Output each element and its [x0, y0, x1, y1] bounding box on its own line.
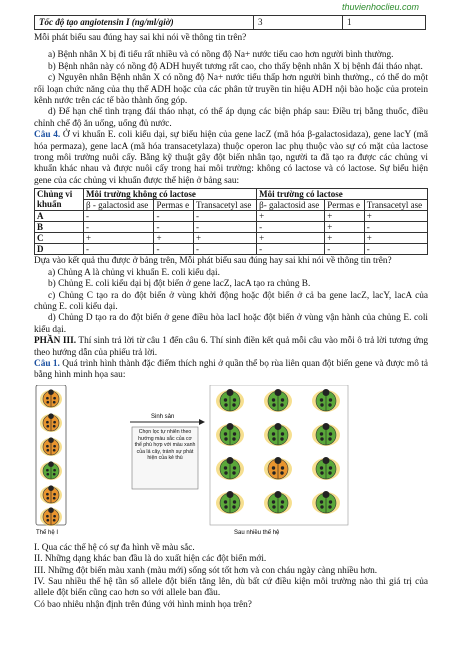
angiotensin-label-cell: Tốc độ tạo angiotensin I (ng/ml/giờ) [35, 16, 254, 30]
strain-name: C [35, 233, 84, 244]
statement-4: IV. Sau nhiều thế hệ tần số allele đột biến tăng lên, dù bất cứ điều kiện môi trường nào thì giá trị của allele đột biến cũng cao hơn so với allele ban đầu. [34, 576, 428, 599]
statement-3: III. Những đột biến màu xanh (màu mới) sống sót tốt hơn và con cháu ngày càng nhiều hơn. [34, 565, 378, 576]
table-col-header: β - galactosid ase [84, 200, 154, 211]
table-cell: - [193, 244, 256, 255]
table-cell: - [84, 211, 154, 222]
table-cell: + [257, 233, 325, 244]
q4-statement-b: b) Chủng E. coli kiểu dại bị đột biến ở gene lacZ, lacA tạo ra chủng B. [48, 279, 311, 290]
angiotensin-row-table [34, 15, 426, 30]
q3-statement-c: c) Nguyên nhân Bệnh nhân X có nồng độ Na+ nước tiểu thấp hơn người bình thường., có thể do một rối loạn chức năng của thụ thể ADH hoặc của các phân tử truyền tin hiệu ADH nội bào hoặc của protein kênh nước trên các tế bào thành ống góp. [34, 73, 428, 107]
many-generations-caption: Sau nhiều thế hệ [234, 529, 280, 536]
table-cell: - [154, 222, 194, 233]
table-cell: + [364, 211, 427, 222]
q4-prompt [34, 130, 428, 187]
table-cell: - [257, 222, 325, 233]
table-cell: - [325, 244, 365, 255]
table-cell: + [325, 211, 365, 222]
q4-statement-d: d) Chủng D tạo ra do đột biến ở gene điều hòa lacI hoặc đột biến ở vùng vận hành của chủng E. coli kiểu dại. [34, 313, 428, 335]
q4-statement-c: c) Chủng C tạo ra do đột biến ở vùng khởi động hoặc đột biến ở cả ba gene lacZ, lacY, lacA của chủng E. coli kiểu dại. [34, 290, 428, 312]
table-cell: + [364, 233, 427, 244]
table-cell: + [325, 233, 365, 244]
q3-statement-a: a) Bệnh nhân X bị đi tiểu rất nhiều và có nồng độ Na+ nước tiểu cao hơn người bình thường. [48, 50, 394, 61]
table-cell: + [193, 233, 256, 244]
table-cell: + [154, 233, 194, 244]
table-row [35, 244, 428, 255]
c1-prompt [34, 359, 428, 382]
table-header-no-lactose: Môi trường không có lactose [84, 189, 257, 200]
q3-statement-b: b) Bệnh nhân này có nồng độ ADH huyết tương rất cao, cho thấy bệnh nhân X bị bệnh đái tháo nhạt. [48, 61, 423, 72]
q4-ask: Dựa vào kết quả thu được ở bảng trên, Mỗi phát biểu sau đúng hay sai khi nói về thông tin trên? [34, 256, 392, 267]
table-cell: - [257, 244, 325, 255]
ladybug-illustration [34, 385, 428, 537]
table-header-strain: Chủng vi khuẩn [35, 189, 84, 211]
part3-label: PHẦN III. [34, 336, 77, 347]
table-col-header: Permas e [154, 200, 194, 211]
statement-1: I. Qua các thế hệ có sự đa hình về màu sắc. [34, 542, 195, 553]
table-cell: - [364, 222, 427, 233]
table-cell: + [257, 211, 325, 222]
ladybug-figure [34, 385, 428, 537]
table-cell: - [84, 244, 154, 255]
table-cell: - [154, 244, 194, 255]
document-body [34, 33, 428, 611]
table-row [35, 222, 428, 233]
q3-intro: Mỗi phát biểu sau đúng hay sai khi nói về thông tin trên? [34, 33, 247, 43]
table-cell: - [193, 211, 256, 222]
gene-expression-table [34, 188, 428, 255]
watermark: thuvienhoclieu.com [342, 2, 420, 12]
table-col-header: Permas e [325, 200, 365, 211]
part3-instructions [34, 336, 428, 359]
table-col-header: β- galactosid ase [257, 200, 325, 211]
table-cell: - [84, 222, 154, 233]
strain-name: A [35, 211, 84, 222]
table-cell: - [364, 244, 427, 255]
generation-one-column [36, 385, 66, 526]
final-question: Có bao nhiêu nhận định trên đúng với hình minh họa trên? [34, 599, 252, 610]
angiotensin-value-cell-2: 1 [343, 16, 426, 30]
table-col-header: Transacetyl ase [364, 200, 427, 211]
table-row [35, 233, 428, 244]
q4-statement-a: a) Chủng A là chủng vi khuẩn E. coli kiểu dại. [48, 267, 220, 278]
q4-text: Ở vi khuẩn E. coli kiểu dại, sự biểu hiện của gene lacZ (mã hóa β-galactosidaza), gene lacY (mã hóa permaza), gene lacA (mã hóa transacetylaza) thuộc operon lac phụ thuộc vào sự có mặt của lactose trong môi trường nuôi cấy. Bằng kỹ thuật gây đột biến nhân tạo, người ta đã tạo ra được các chủng vi khuẩn khác nhau và được nuôi cấy trong hai môi trường: không có lactose và có lactose. Sự biểu hiện gene của các chủng vi khuẩn được thể hiện ở bảng sau: [34, 130, 428, 186]
table-cell: + [84, 233, 154, 244]
table-cell: + [325, 222, 365, 233]
q3-statement-d: d) Để hạn chế tình trạng đái tháo nhạt, có thể áp dụng các biện pháp sau: Điều trị bằng thuốc, điều chỉnh chế độ ăn uống, uống đủ nước. [34, 107, 428, 129]
table-col-header: Transacetyl ase [193, 200, 256, 211]
selection-text-box [132, 427, 198, 489]
angiotensin-value-cell-1: 3 [254, 16, 343, 30]
table-cell: - [193, 222, 256, 233]
table-row [35, 211, 428, 222]
table-cell: - [154, 211, 194, 222]
part3-text: Thí sinh trả lời từ câu 1 đến câu 6. Thí sinh điền kết quả mỗi câu vào mỗi ô trả lời tương ứng theo hướng dẫn của phiếu trả lời. [34, 336, 428, 358]
q4-label: Câu 4. [34, 130, 61, 141]
reproduction-arrow [130, 414, 205, 425]
arrow-label: Sinh sản [151, 413, 175, 420]
c1-label: Câu 1. [34, 358, 60, 369]
strain-name: B [35, 222, 84, 233]
many-generations-panel [210, 385, 348, 525]
strain-name: D [35, 244, 84, 255]
selection-box-text: Chọn lọc tự nhiên theo hướng màu sắc của cơ thể phù hợp với màu xanh của lá cây, tránh sự phát hiện của kẻ thù [134, 428, 196, 461]
table-header-lactose: Môi trường có lactose [257, 189, 428, 200]
c1-text: Quá trình hình thành đặc điểm thích nghi ở quần thể bọ rùa liên quan đột biến gene và được mô tả bằng hình minh họa sau: [34, 358, 428, 381]
statement-2: II. Những dạng khác ban đầu là do xuất hiện các đột biến mới. [34, 554, 267, 565]
generation-one-caption: Thế hệ I [36, 529, 59, 536]
